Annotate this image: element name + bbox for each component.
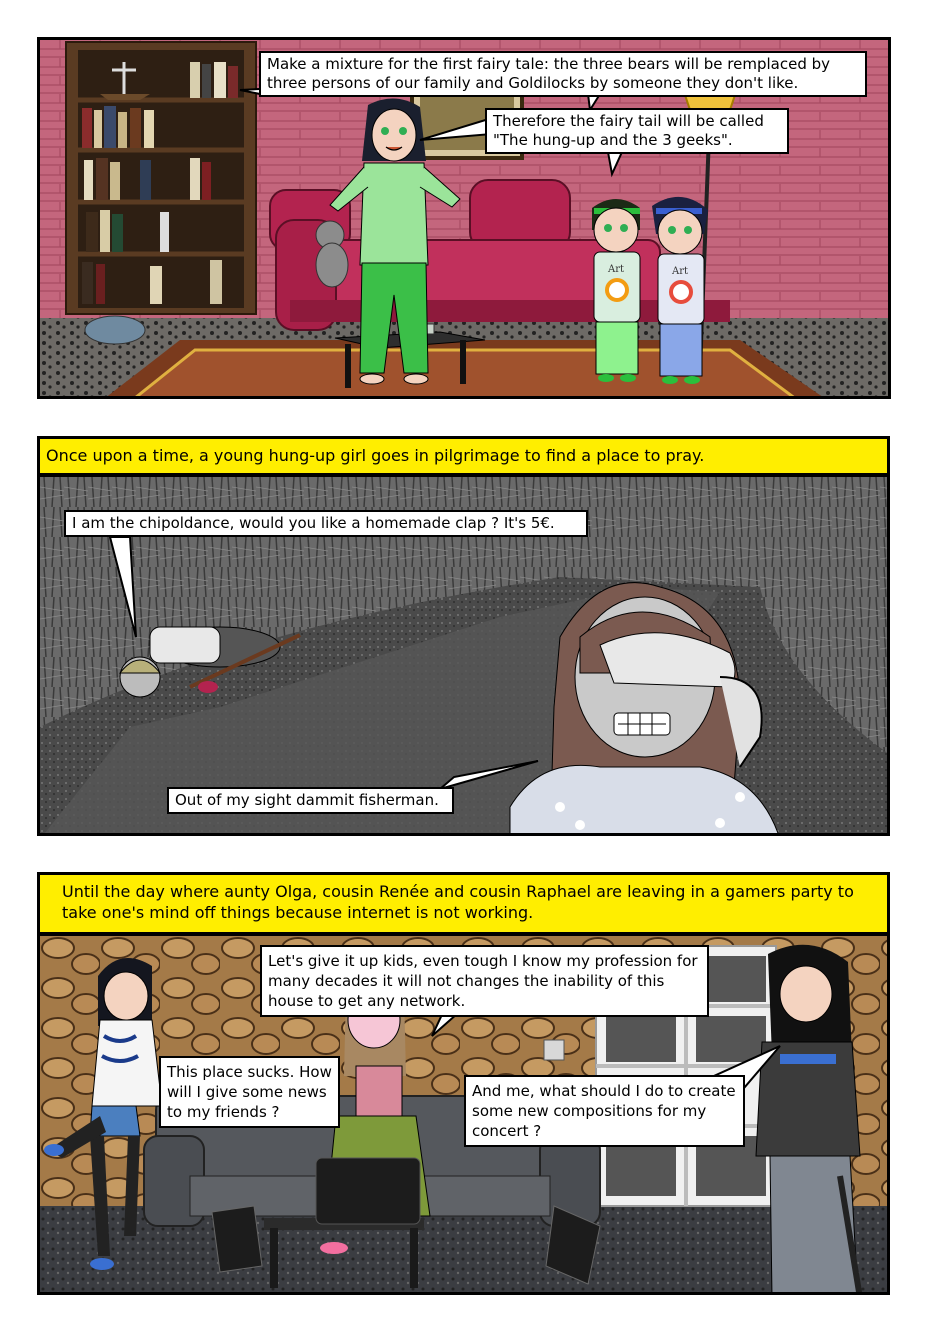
panel-3 [37, 933, 890, 1295]
speech-bubble-raphael: And me, what should I do to create some new compositions for my concert ? [464, 1075, 745, 1147]
panel-2-caption-text: Once upon a time, a young hung-up girl goes in pilgrimage to find a place to pray. [46, 446, 705, 465]
panel-1 [37, 37, 891, 399]
speech-bubble-olga: Let's give it up kids, even tough I know my profession for many decades it will not changes the inability of this house to get any network. [260, 945, 709, 1017]
panel-3-caption [37, 872, 890, 935]
speech-bubble-fisherman: I am the chipoldance, would you like a homemade clap ? It's 5€. [64, 510, 588, 537]
kid-one-shirt-logo: Art [608, 264, 625, 275]
panel-2-caption [37, 436, 890, 476]
speech-bubble-girl: Out of my sight dammit fisherman. [167, 787, 454, 814]
speech-bubble-mother: Make a mixture for the first fairy tale: the three bears will be remplaced by three persons of our family and Goldilocks by someone they don't like. [259, 51, 867, 97]
speech-bubble-renee: This place sucks. How will I give some news to my friends ? [159, 1056, 340, 1128]
speech-bubble-kids: Therefore the fairy tail will be called "The hung-up and the 3 geeks". [485, 108, 789, 154]
panel-2 [37, 474, 890, 836]
kid-two-shirt-logo: Art [672, 266, 689, 277]
panel-3-caption-text: Until the day where aunty Olga, cousin Renée and cousin Raphael are leaving in a gamers party to take one's mind off things because internet is not working. [62, 882, 854, 922]
raphael-character [756, 945, 860, 1295]
